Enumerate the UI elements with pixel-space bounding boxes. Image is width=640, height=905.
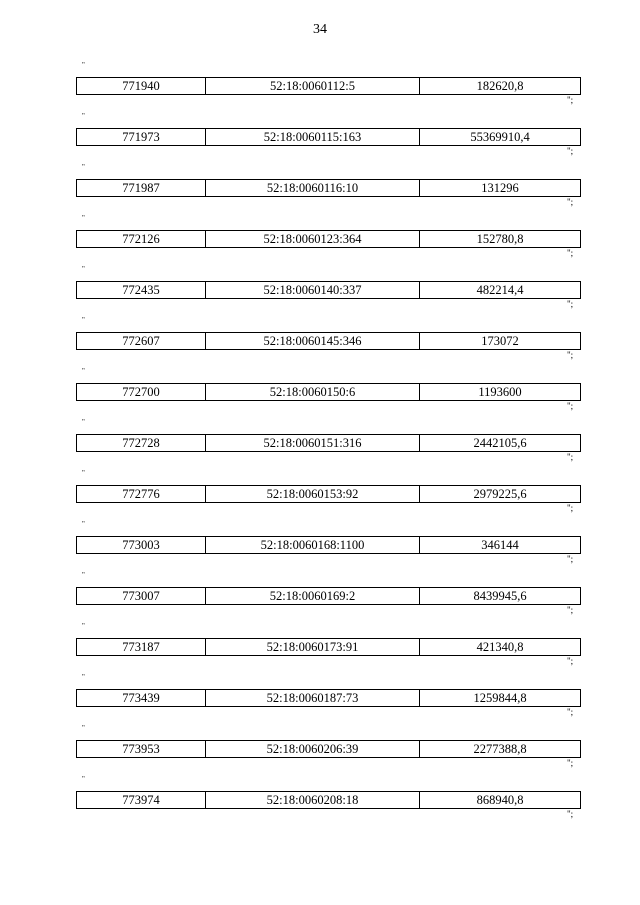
table-row [77,180,581,197]
record-entry [0,317,640,368]
opening-quote-mark: " [82,622,85,630]
table-row [77,537,581,554]
closing-quote-mark: "; [567,95,574,105]
table-row [77,384,581,401]
closing-quote-mark: "; [567,452,574,462]
record-table [76,434,581,452]
record-id-cell: 772126 [77,231,206,248]
value-cell: 182620,8 [420,78,581,95]
record-table [76,638,581,656]
opening-quote-mark: " [82,469,85,477]
record-id-cell: 771973 [77,129,206,146]
record-id-cell: 772607 [77,333,206,350]
closing-quote-mark: "; [567,248,574,258]
record-entry [0,368,640,419]
record-table [76,791,581,809]
closing-quote-mark: "; [567,197,574,207]
cadastral-number-cell: 52:18:0060169:2 [206,588,420,605]
record-entry [0,62,640,113]
table-row [77,486,581,503]
record-table [76,536,581,554]
table-row [77,231,581,248]
record-table [76,230,581,248]
cadastral-number-cell: 52:18:0060153:92 [206,486,420,503]
record-id-cell: 771940 [77,78,206,95]
cadastral-number-cell: 52:18:0060208:18 [206,792,420,809]
record-entry [0,623,640,674]
value-cell: 131296 [420,180,581,197]
cadastral-number-cell: 52:18:0060168:1100 [206,537,420,554]
record-table [76,128,581,146]
table-row [77,588,581,605]
record-entry [0,419,640,470]
opening-quote-mark: " [82,265,85,273]
cadastral-number-cell: 52:18:0060115:163 [206,129,420,146]
record-id-cell: 773439 [77,690,206,707]
cadastral-number-cell: 52:18:0060116:10 [206,180,420,197]
record-entry [0,215,640,266]
closing-quote-mark: "; [567,401,574,411]
record-entry [0,725,640,776]
table-row [77,78,581,95]
record-table [76,332,581,350]
opening-quote-mark: " [82,724,85,732]
closing-quote-mark: "; [567,350,574,360]
record-id-cell: 772728 [77,435,206,452]
table-row [77,333,581,350]
record-entry [0,572,640,623]
record-entry [0,164,640,215]
table-row [77,282,581,299]
value-cell: 55369910,4 [420,129,581,146]
value-cell: 482214,4 [420,282,581,299]
opening-quote-mark: " [82,775,85,783]
cadastral-number-cell: 52:18:0060206:39 [206,741,420,758]
table-row [77,792,581,809]
closing-quote-mark: "; [567,554,574,564]
value-cell: 868940,8 [420,792,581,809]
cadastral-number-cell: 52:18:0060123:364 [206,231,420,248]
value-cell: 2277388,8 [420,741,581,758]
cadastral-number-cell: 52:18:0060187:73 [206,690,420,707]
page-number: 34 [313,22,327,37]
record-id-cell: 772776 [77,486,206,503]
value-cell: 1193600 [420,384,581,401]
value-cell: 152780,8 [420,231,581,248]
record-table [76,179,581,197]
table-row [77,129,581,146]
record-id-cell: 773953 [77,741,206,758]
record-entry [0,113,640,164]
record-table [76,383,581,401]
record-table [76,281,581,299]
closing-quote-mark: "; [567,146,574,156]
record-table [76,485,581,503]
value-cell: 8439945,6 [420,588,581,605]
record-id-cell: 773974 [77,792,206,809]
opening-quote-mark: " [82,163,85,171]
record-table [76,689,581,707]
cadastral-number-cell: 52:18:0060140:337 [206,282,420,299]
record-list [0,62,640,827]
value-cell: 1259844,8 [420,690,581,707]
value-cell: 346144 [420,537,581,554]
cadastral-number-cell: 52:18:0060145:346 [206,333,420,350]
opening-quote-mark: " [82,520,85,528]
opening-quote-mark: " [82,571,85,579]
closing-quote-mark: "; [567,758,574,768]
record-id-cell: 773003 [77,537,206,554]
opening-quote-mark: " [82,112,85,120]
value-cell: 2979225,6 [420,486,581,503]
value-cell: 173072 [420,333,581,350]
closing-quote-mark: "; [567,605,574,615]
cadastral-number-cell: 52:18:0060173:91 [206,639,420,656]
cadastral-number-cell: 52:18:0060112:5 [206,78,420,95]
record-id-cell: 771987 [77,180,206,197]
record-table [76,587,581,605]
closing-quote-mark: "; [567,299,574,309]
record-table [76,740,581,758]
opening-quote-mark: " [82,214,85,222]
record-entry [0,470,640,521]
closing-quote-mark: "; [567,809,574,819]
table-row [77,690,581,707]
opening-quote-mark: " [82,316,85,324]
table-row [77,741,581,758]
record-id-cell: 772435 [77,282,206,299]
opening-quote-mark: " [82,367,85,375]
record-entry [0,266,640,317]
record-entry [0,674,640,725]
record-entry [0,521,640,572]
closing-quote-mark: "; [567,503,574,513]
cadastral-number-cell: 52:18:0060150:6 [206,384,420,401]
record-id-cell: 773007 [77,588,206,605]
cadastral-number-cell: 52:18:0060151:316 [206,435,420,452]
table-row [77,639,581,656]
value-cell: 421340,8 [420,639,581,656]
record-id-cell: 773187 [77,639,206,656]
record-table [76,77,581,95]
table-row [77,435,581,452]
opening-quote-mark: " [82,418,85,426]
record-id-cell: 772700 [77,384,206,401]
value-cell: 2442105,6 [420,435,581,452]
record-entry [0,776,640,827]
closing-quote-mark: "; [567,656,574,666]
opening-quote-mark: " [82,673,85,681]
opening-quote-mark: " [82,61,85,69]
closing-quote-mark: "; [567,707,574,717]
